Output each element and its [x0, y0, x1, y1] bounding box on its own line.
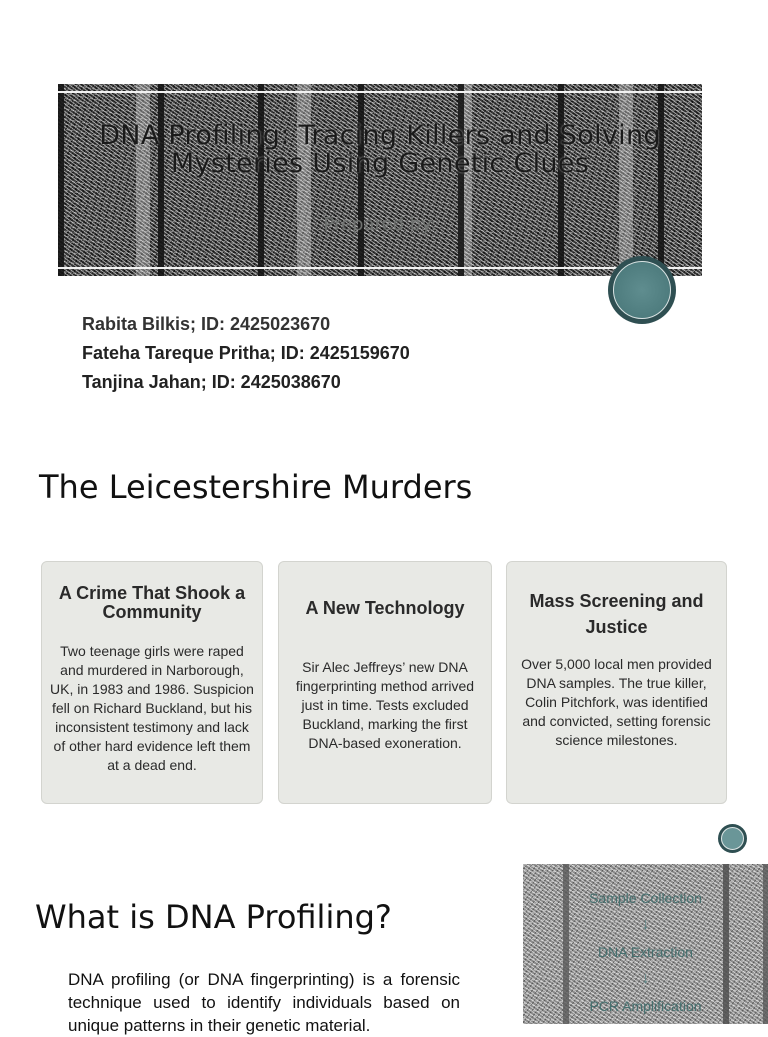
card-title: A New Technology — [305, 598, 465, 618]
title-banner — [58, 84, 702, 276]
flow-step: PCR Amplification — [589, 998, 702, 1014]
flow-step: Sample Collection — [589, 890, 702, 906]
banner-bottom-rule — [58, 267, 702, 269]
card-body: Over 5,000 local men provided DNA samples. The true killer, Colin Pitchfork, was identified and convicted, setting forensic science milestones. — [521, 656, 712, 748]
author-list — [82, 310, 410, 397]
author-item: Fateha Tareque Pritha; ID: 2425159670 — [82, 343, 410, 363]
down-arrow-icon: ↓ — [641, 970, 650, 987]
decorative-circle-icon — [608, 256, 676, 324]
card-title: A Crime That Shook a Community — [58, 583, 246, 622]
section-heading: The Leicestershire Murders — [39, 468, 473, 506]
author-item: Tanjina Jahan; ID: 2425038670 — [82, 372, 341, 392]
banner-top-rule — [58, 91, 702, 93]
section-heading: What is DNA Profiling? — [35, 898, 392, 936]
presentation-title: DNA Profiling: Tracing Killers and Solving Mysteries Using Genetic Clues — [99, 120, 661, 179]
decorative-circle-icon — [718, 824, 747, 853]
info-card — [41, 561, 263, 804]
info-card — [506, 561, 727, 804]
info-card — [278, 561, 492, 804]
process-flow-panel — [523, 864, 768, 1024]
card-body: Two teenage girls were raped and murdered in Narborough, UK, in 1983 and 1986. Suspicion fell on Richard Buckland, but his inconsistent testimony and lack of other hard evidence left them at a dead end. — [50, 643, 254, 773]
definition-text: DNA profiling (or DNA fingerprinting) is a forensic technique used to identify individuals based on unique patterns in their genetic material. — [68, 970, 460, 1035]
presentation-subtitle: Prepared by: — [323, 214, 437, 235]
card-title: Mass Screening and Justice — [529, 591, 704, 637]
down-arrow-icon: ↓ — [641, 916, 650, 933]
process-flow — [523, 888, 768, 1016]
author-item: Rabita Bilkis; ID: 2425023670 — [82, 314, 331, 334]
card-body: Sir Alec Jeffreys’ new DNA fingerprinting method arrived just in time. Tests excluded Buckland, marking the first DNA-based exoneration. — [295, 659, 475, 751]
flow-step: DNA Extraction — [598, 944, 693, 960]
